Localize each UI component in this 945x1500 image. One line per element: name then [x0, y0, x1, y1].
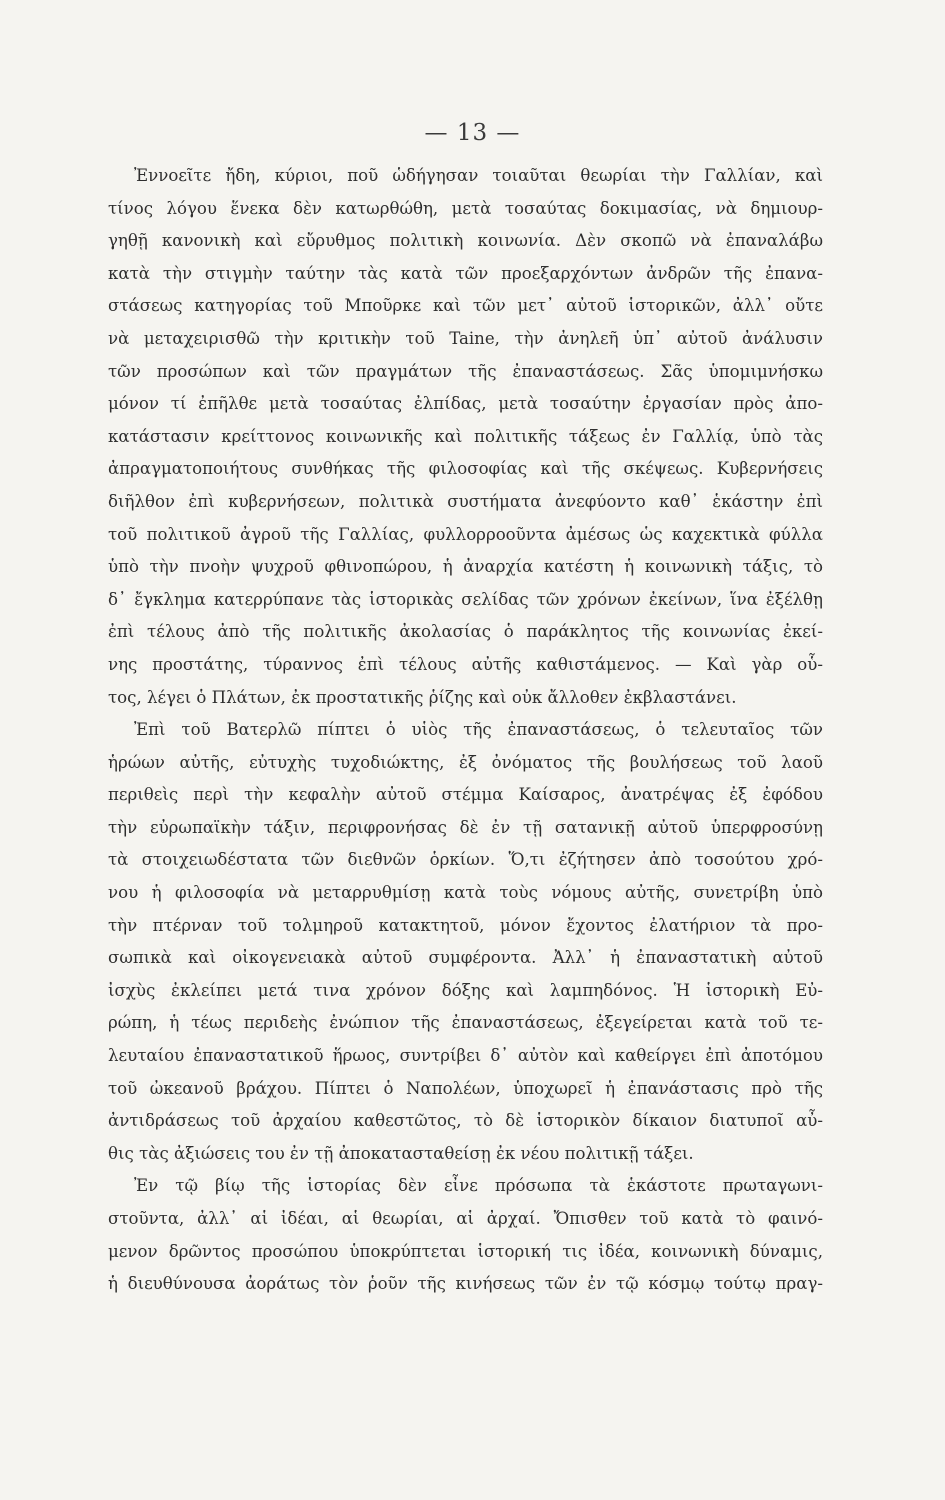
text-line: τῶν προσώπων καὶ τῶν πραγμάτων τῆς ἐπαναστάσεως. Σᾶς ὑπομιμνήσκω — [108, 361, 823, 381]
text-line: γηθῇ κανονικὴ καὶ εὔρυθμος πολιτικὴ κοινωνία. Δὲν σκοπῶ νὰ ἐπαναλάβω — [108, 231, 823, 251]
text-line: ἀπραγματοποιήτους συνθήκας τῆς φιλοσοφίας καὶ τῆς σκέψεως. Κυβερνήσεις — [108, 459, 823, 479]
text-line: ἐπὶ τέλους ἀπὸ τῆς πολιτικῆς ἀκολασίας ὁ παράκλητος τῆς κοινωνίας ἐκεί- — [108, 622, 823, 642]
text-line: Ἐπὶ τοῦ Βατερλῶ πίπτει ὁ υἱὸς τῆς ἐπαναστάσεως, ὁ τελευταῖος τῶν — [134, 720, 823, 740]
text-line: ἡρώων αὐτῆς, εὐτυχὴς τυχοδιώκτης, ἐξ ὀνόματος τῆς βουλήσεως τοῦ λαοῦ — [108, 752, 823, 772]
text-line: τος, λέγει ὁ Πλάτων, ἐκ προστατικῆς ῥίζης καὶ οὐκ ἄλλοθεν ἐκβλαστάνει. — [108, 687, 737, 707]
text-line: τὴν πτέρναν τοῦ τολμηροῦ κατακτητοῦ, μόνον ἔχοντος ἐλατήριον τὰ προ- — [108, 915, 823, 935]
text-line: σωπικὰ καὶ οἰκογενειακὰ αὐτοῦ συμφέροντα. Ἀλλ᾽ ἡ ἐπαναστατικὴ αὐτοῦ — [108, 948, 823, 968]
text-line: στοῦντα, ἀλλ᾽ αἱ ἰδέαι, αἱ θεωρίαι, αἱ ἀρχαί. Ὄπισθεν τοῦ κατὰ τὸ φαινό- — [108, 1209, 823, 1228]
text-line: ρώπη, ἡ τέως περιδεὴς ἐνώπιον τῆς ἐπαναστάσεως, ἐξεγείρεται κατὰ τοῦ τε- — [108, 1013, 823, 1033]
text-line: τοῦ ὠκεανοῦ βράχου. Πίπτει ὁ Ναπολέων, ὑποχωρεῖ ἡ ἐπανάστασις πρὸ τῆς — [108, 1078, 823, 1098]
text-line: στάσεως κατηγορίας τοῦ Μποῦρκε καὶ τῶν μετ᾽ αὐτοῦ ἱστορικῶν, ἀλλ᾽ οὔτε — [108, 296, 823, 316]
text-line: διῆλθον ἐπὶ κυβερνήσεων, πολιτικὰ συστήματα ἀνεφύοντο καθ᾽ ἑκάστην ἐπὶ — [108, 491, 823, 511]
text-line: νης προστάτης, τύραννος ἐπὶ τέλους αὐτῆς καθιστάμενος. — Καὶ γὰρ οὗ- — [108, 654, 823, 674]
text-line: τίνος λόγου ἕνεκα δὲν κατωρθώθη, μετὰ τοσαύτας δοκιμασίας, νὰ δημιουρ- — [108, 198, 823, 218]
text-line: Ἐν τῷ βίῳ τῆς ἱστορίας δὲν εἶνε πρόσωπα τὰ ἑκάστοτε πρωταγωνι- — [134, 1176, 823, 1196]
text-line: ἰσχὺς ἐκλείπει μετά τινα χρόνον δόξης καὶ λαμπηδόνος. Ἡ ἱστορικὴ Εὐ- — [108, 980, 823, 1000]
text-line: νου ἡ φιλοσοφία νὰ μεταρρυθμίσῃ κατὰ τοὺς νόμους αὐτῆς, συνετρίβη ὑπὸ — [108, 883, 823, 903]
text-line: ὑπὸ τὴν πνοὴν ψυχροῦ φθινοπώρου, ἡ ἀναρχία κατέστη ἡ κοινωνικὴ τάξις, τὸ — [108, 557, 823, 577]
text-line: Ἐννοεῖτε ἤδη, κύριοι, ποῦ ὡδήγησαν τοιαῦται θεωρίαι τὴν Γαλλίαν, καὶ — [134, 166, 823, 185]
text-line: τὴν εὐρωπαϊκὴν τάξιν, περιφρονήσας δὲ ἐν τῇ σατανικῇ αὐτοῦ ὑπερφροσύνῃ — [108, 817, 823, 837]
text-line: μενον δρῶντος προσώπου ὑποκρύπτεται ἱστορική τις ἰδέα, κοινωνικὴ δύναμις, — [108, 1241, 823, 1261]
text-line: νὰ μεταχειρισθῶ τὴν κριτικὴν τοῦ Taine, τὴν ἀνηλεῆ ὑπ᾽ αὐτοῦ ἀνάλυσιν — [108, 328, 823, 348]
text-line: κατὰ τὴν στιγμὴν ταύτην τὰς κατὰ τῶν προεξαρχόντων ἀνδρῶν τῆς ἐπανα- — [108, 263, 823, 283]
body-text — [108, 160, 823, 1301]
text-line: ἡ διευθύνουσα ἀοράτως τὸν ῥοῦν τῆς κινήσεως τῶν ἐν τῷ κόσμῳ τούτῳ πραγ- — [108, 1274, 823, 1294]
text-line: δ᾽ ἔγκλημα κατερρύπανε τὰς ἱστορικὰς σελίδας τῶν χρόνων ἐκείνων, ἵνα ἐξέλθῃ — [108, 589, 823, 609]
page-number: — 13 — — [424, 120, 521, 146]
text-line: μόνον τί ἐπῆλθε μετὰ τοσαύτας ἐλπίδας, μετὰ τοσαύτην ἐργασίαν πρὸς ἀπο- — [108, 394, 823, 414]
text-line: τὰ στοιχειωδέστατα τῶν διεθνῶν ὁρκίων. Ὅ,τι ἐζήτησεν ἀπὸ τοσούτου χρό- — [108, 850, 823, 870]
text-line: λευταίου ἐπαναστατικοῦ ἥρωος, συντρίβει δ᾽ αὐτὸν καὶ καθείργει ἐπὶ ἀποτόμου — [108, 1046, 823, 1066]
text-line: ἀντιδράσεως τοῦ ἀρχαίου καθεστῶτος, τὸ δὲ ἱστορικὸν δίκαιον διατυποῖ αὖ- — [108, 1111, 823, 1131]
text-line: τοῦ πολιτικοῦ ἀγροῦ τῆς Γαλλίας, φυλλορροοῦντα ἀμέσως ὡς καχεκτικὰ φύλλα — [108, 524, 823, 544]
text-line: περιθεὶς περὶ τὴν κεφαλὴν αὐτοῦ στέμμα Καίσαρος, ἀνατρέψας ἐξ ἐφόδου — [108, 785, 823, 805]
text-line: κατάστασιν κρείττονος κοινωνικῆς καὶ πολιτικῆς τάξεως ἐν Γαλλίᾳ, ὑπὸ τὰς — [108, 426, 823, 446]
text-line: θις τὰς ἀξιώσεις του ἐν τῇ ἀποκατασταθείσῃ ἐκ νέου πολιτικῇ τάξει. — [108, 1143, 694, 1163]
